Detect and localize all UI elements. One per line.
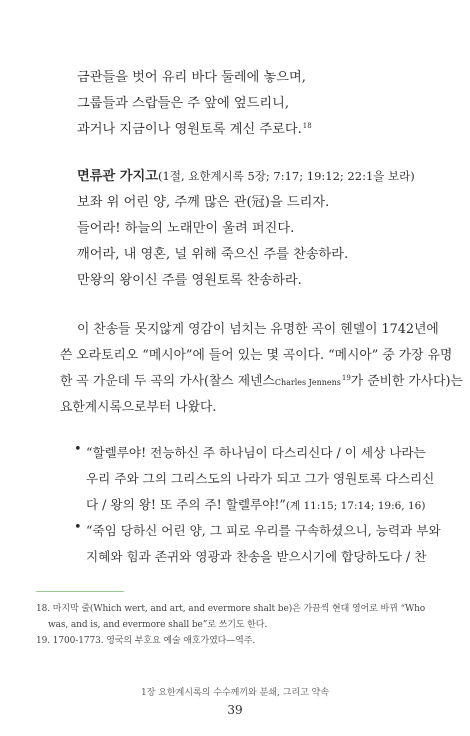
hymn-title-reference: (1절, 요한계시록 5장; 7:17; 19:12; 22:1을 보라) [158, 169, 415, 183]
stanza1-line2: 그룹들과 스랍들은 주 앞에 엎드리니, [77, 96, 290, 111]
bullet1-line1: “할렐루야! 전능하신 주 하나님이 다스리신다 / 이 세상 나라는 [86, 445, 426, 460]
footnote-ref-19[interactable]: 19 [341, 374, 351, 382]
page-number: 39 [227, 703, 243, 717]
footnote-ref-18[interactable]: 18 [302, 122, 312, 130]
stanza1-line1: 금관들을 벗어 유리 바다 둘레에 놓으며, [77, 70, 306, 85]
hymn-title [77, 165, 415, 184]
stanza2-line1: 보좌 위 어린 양, 주께 많은 관(冠)을 드리자. [77, 195, 330, 210]
footnote-divider [36, 591, 124, 592]
hymn-title-bold: 면류관 가지고 [77, 169, 159, 184]
paragraph-line3-end: 가 준비한 가사다)는 [350, 374, 463, 389]
jennens-name: Charles Jennens [274, 378, 341, 387]
paragraph-line3-start: 한 곡 가운데 두 곡의 가사(찰스 제넨스 [60, 374, 275, 389]
bullet-dot-1: • [74, 442, 82, 457]
stanza1-line3 [77, 118, 312, 137]
bullet1-reference: (계 11:15; 17:14; 19:6, 16) [285, 500, 426, 512]
stanza1-line3-text: 과거나 지금이나 영원토록 계신 주로다. [77, 122, 302, 137]
paragraph-line3 [60, 370, 463, 389]
bullet1-line3 [86, 494, 425, 513]
bullet1-line2: 우리 주와 그의 그리스도의 나라가 되고 그가 영원토록 다스리신 [86, 471, 435, 486]
bullet1-line3-text: 다 / 왕의 왕! 또 주의 주! 할렐루야!” [86, 497, 286, 512]
stanza2-line3: 깨어라, 내 영혼, 널 위해 죽으신 주를 찬송하라. [77, 247, 349, 262]
footnote-18-line2: was, and is, and evermore shall be”로 쓰기도 한다. [48, 620, 268, 630]
bullet-dot-2: • [74, 520, 82, 535]
running-footer: 1장 요한계시록의 수수께끼와 분쇄, 그리고 약속 [140, 688, 330, 698]
paragraph-line4: 요한계시록으로부터 나왔다. [60, 400, 217, 415]
stanza2-line2: 들어라! 하늘의 노래만이 울려 퍼진다. [77, 221, 295, 236]
paragraph-line2: 쓴 오라토리오 “메시아”에 들어 있는 몇 곡이다. “메시아” 중 가장 유명 [60, 348, 453, 363]
bullet2-line2: 지혜와 힘과 존귀와 영광과 찬송을 받으시기에 합당하도다 / 찬 [86, 549, 427, 564]
footnote-19: 19. 1700-1773. 영국의 부호요 예술 애호가였다—역주. [36, 636, 256, 646]
stanza2-line4: 만왕의 왕이신 주를 영원토록 찬송하라. [77, 273, 302, 288]
bullet2-line1: “죽임 당하신 어린 양, 그 피로 우리를 구속하셨으니, 능력과 부와 [86, 523, 441, 538]
footnote-18-line1: 18. 마지막 줄(Which wert, and art, and evermore shalt be)은 가끔씩 현대 영어로 바뀌 “Who [36, 604, 426, 614]
paragraph-line1: 이 찬송들 못지않게 영감이 넘치는 유명한 곡이 헨델이 1742년에 [77, 322, 439, 337]
